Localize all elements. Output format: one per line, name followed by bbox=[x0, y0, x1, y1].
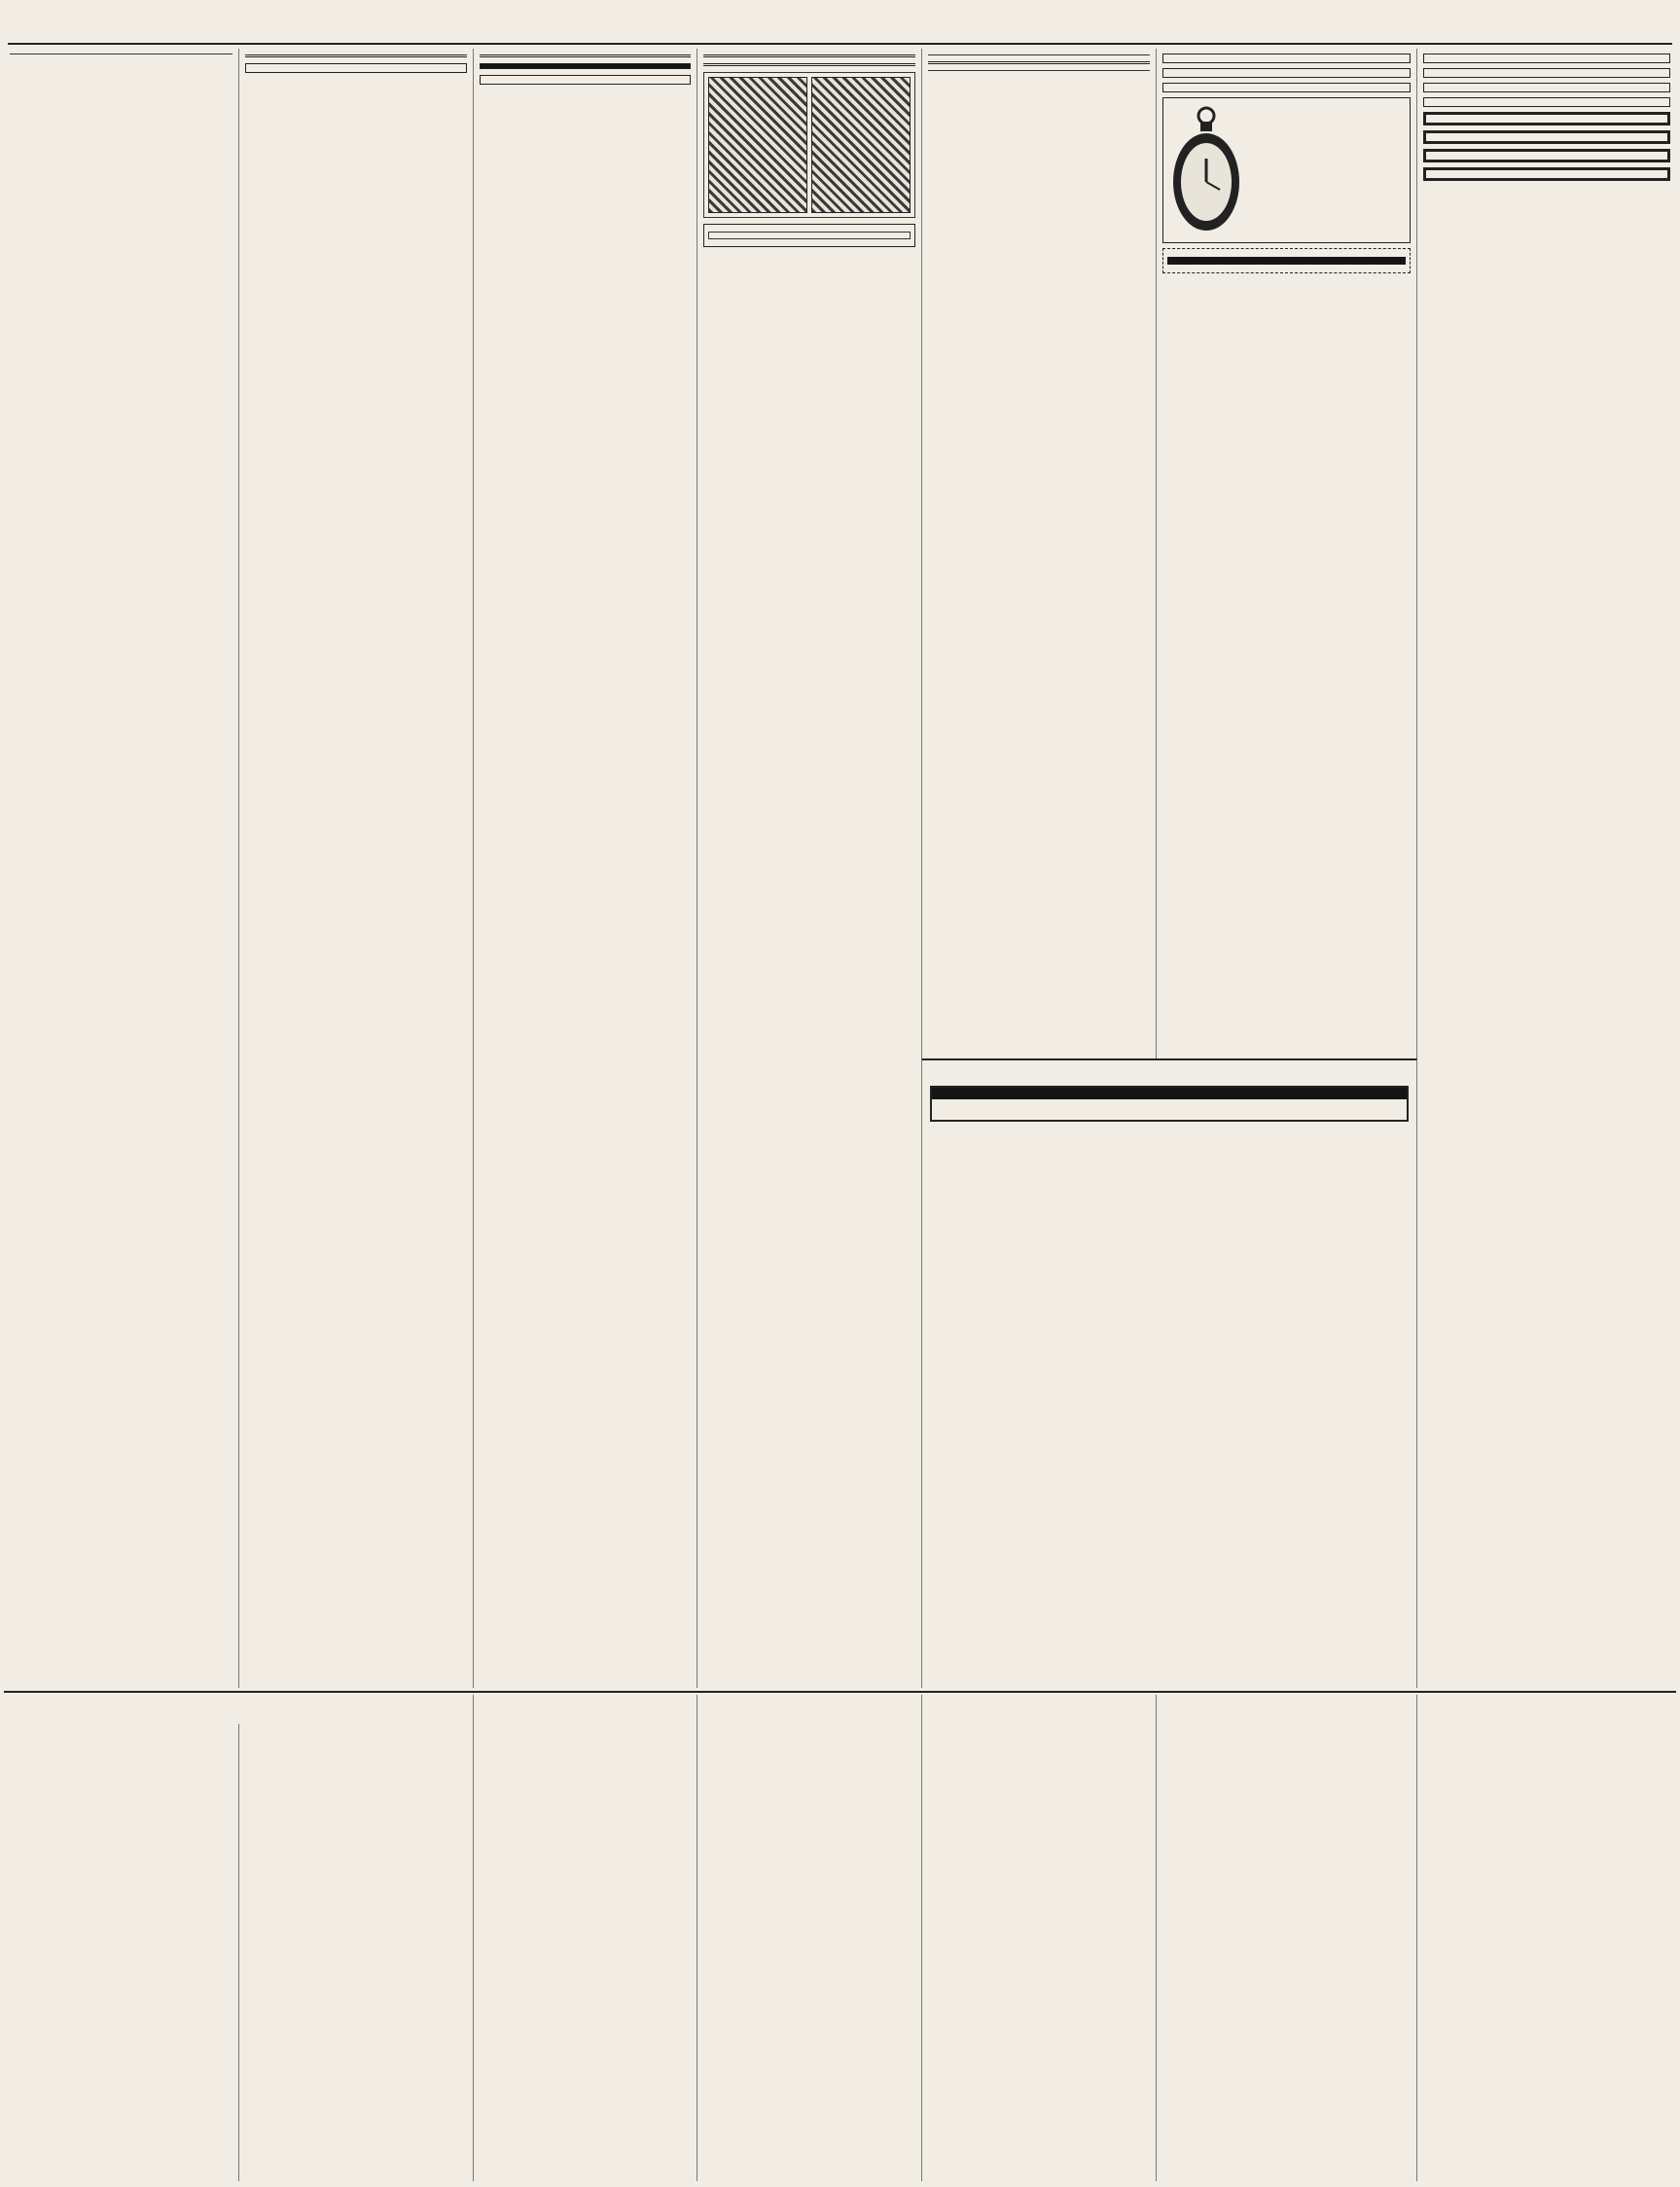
divider bbox=[928, 61, 1150, 64]
ad-consultorio bbox=[1162, 54, 1411, 63]
ad-tovar bbox=[1162, 68, 1411, 78]
ad-silva-ramos bbox=[1423, 97, 1670, 107]
divider bbox=[703, 63, 915, 66]
almanach-title-box bbox=[480, 63, 691, 69]
column-7 bbox=[1417, 49, 1676, 1688]
ad-mario-duarte bbox=[703, 224, 915, 247]
column-3 bbox=[474, 49, 697, 1688]
ad-rosado bbox=[1423, 83, 1670, 92]
divider bbox=[703, 54, 915, 57]
folhetim-col-7 bbox=[1417, 1695, 1676, 2181]
ad-postaes bbox=[1423, 130, 1670, 144]
column-1 bbox=[4, 49, 239, 1688]
loteria-box bbox=[480, 75, 691, 85]
folhetim-col-3 bbox=[474, 1695, 697, 2181]
folhetim-col-4 bbox=[697, 1695, 922, 2181]
column-2 bbox=[239, 49, 474, 1688]
ad-simoes bbox=[1423, 54, 1670, 63]
page-header bbox=[8, 4, 1672, 45]
folhetim-col-2 bbox=[239, 1695, 474, 2181]
folhetim-header bbox=[4, 1695, 239, 1722]
ad-antonio bbox=[1162, 83, 1411, 92]
nestle-sub bbox=[932, 1105, 1407, 1117]
ad-anneis bbox=[1423, 149, 1670, 162]
ad-cigarros bbox=[1423, 112, 1670, 125]
dentures-illustration bbox=[708, 232, 911, 239]
pocket-watch-icon bbox=[1167, 102, 1245, 238]
ad-escola bbox=[1423, 167, 1670, 181]
ad-marques bbox=[1423, 68, 1670, 78]
ad-quinarrhenina bbox=[1162, 248, 1411, 273]
nestle-ad bbox=[930, 1086, 1409, 1122]
folhetim-col-1 bbox=[4, 1724, 239, 2181]
folhetim-col-5 bbox=[922, 1695, 1157, 2181]
ad-relojoaria-botelho bbox=[1162, 97, 1411, 243]
folhetim-section bbox=[4, 1691, 1676, 2185]
divider bbox=[480, 54, 691, 57]
joao-candido-ad bbox=[922, 1058, 1417, 1688]
divider bbox=[928, 54, 1150, 55]
folhetim-col-6 bbox=[1157, 1695, 1417, 2181]
ad-carlos-granja bbox=[245, 63, 467, 73]
column-4 bbox=[697, 49, 922, 1688]
divider bbox=[245, 54, 467, 57]
divider bbox=[928, 70, 1150, 71]
cigarette-box-illustration bbox=[703, 72, 915, 218]
